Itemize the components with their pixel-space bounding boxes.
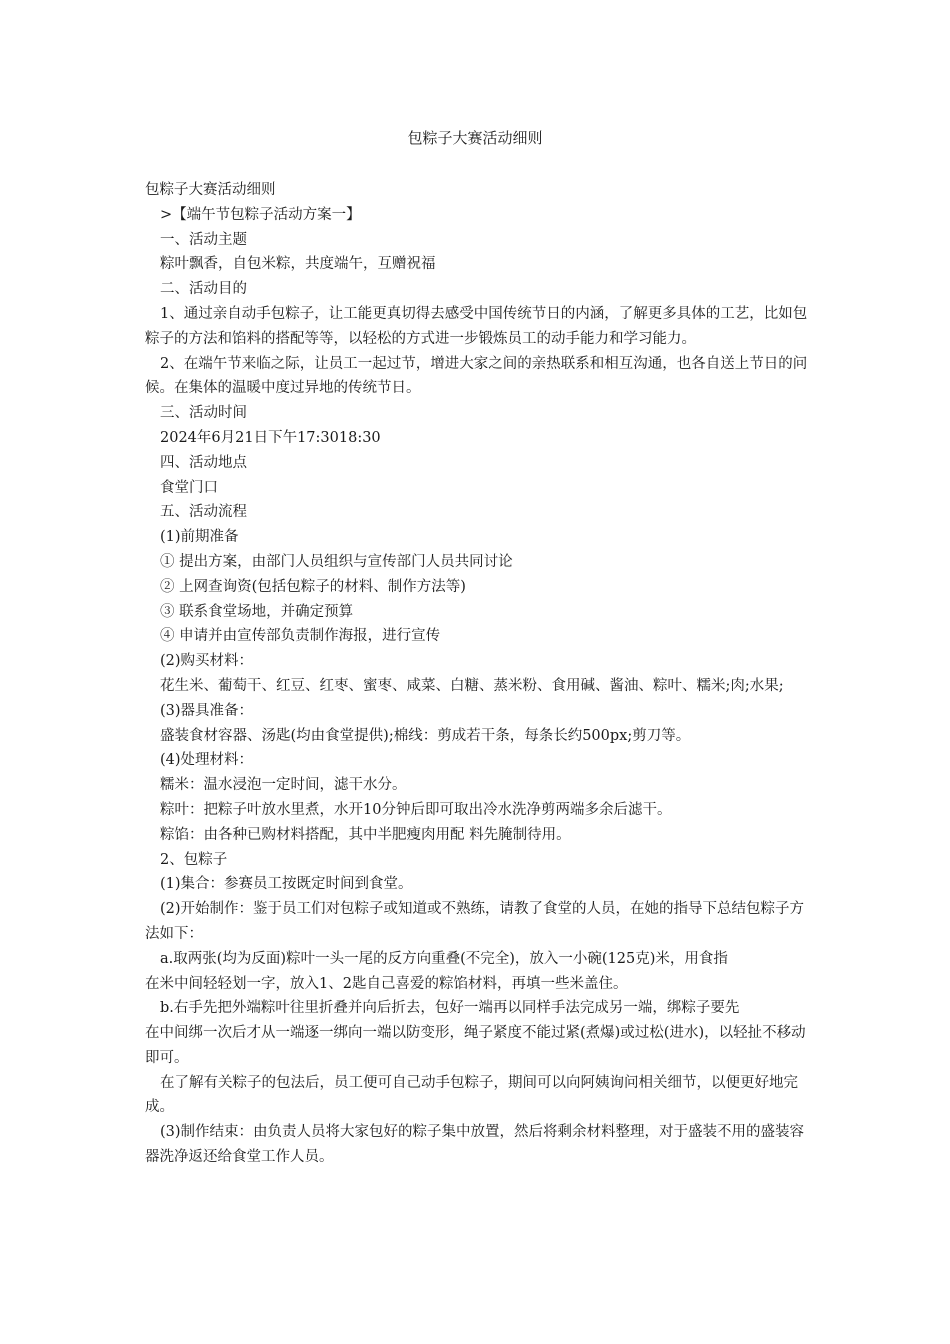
time-text: 2024年6月21日下午17:3018:30 bbox=[160, 429, 381, 446]
subheading-materials: (2)购买材料： bbox=[160, 653, 254, 670]
wrapping-end: (3)制作结束：由负责人员将大家包好的粽子集中放置，然后将剩余材料整理，对于盛装不用的盛装容器洗净返还给食堂工作人员。 bbox=[145, 1124, 805, 1166]
body-heading: 包粽子大赛活动细则 bbox=[145, 182, 276, 198]
wrapping-gather: (1)集合：参赛员工按既定时间到食堂。 bbox=[160, 876, 413, 893]
preparation-step-2: ② 上网查询资(包括包粽子的材料、制作方法等) bbox=[160, 578, 466, 595]
section-heading-purpose: 二、活动目的 bbox=[160, 281, 247, 298]
section-heading-time: 三、活动时间 bbox=[160, 405, 247, 422]
location-text: 食堂门口 bbox=[160, 479, 218, 496]
tools-text: 盛装食材容器、汤匙(均由食堂提供);棉线：剪成若干条，每条长约500px;剪刀等。 bbox=[160, 727, 691, 744]
document-body bbox=[145, 178, 810, 1170]
subheading-processing: (4)处理材料： bbox=[160, 752, 254, 769]
section-heading-process: 五、活动流程 bbox=[160, 504, 247, 521]
processing-rice: 糯米：温水浸泡一定时间，滤干水分。 bbox=[160, 777, 407, 794]
subheading-tools: (3)器具准备： bbox=[160, 702, 254, 719]
wrapping-step-a-line-2: 在米中间轻轻划一字，放入1、2匙自己喜爱的粽馅材料，再填一些米盖住。 bbox=[145, 975, 628, 992]
processing-leaves: 粽叶：把粽子叶放水里煮，水开10分钟后即可取出冷水洗净剪两端多余后滤干。 bbox=[160, 801, 672, 818]
section-heading-theme: 一、活动主题 bbox=[160, 231, 247, 248]
wrapping-practice: 在了解有关粽子的包法后，员工便可自己动手包粽子，期间可以向阿姨询问相关细节，以便更好地完成。 bbox=[145, 1074, 798, 1116]
preparation-step-3: ③ 联系食堂场地，并确定预算 bbox=[160, 603, 354, 620]
preparation-step-1: ① 提出方案，由部门人员组织与宣传部门人员共同讨论 bbox=[160, 553, 513, 570]
materials-text: 花生米、葡萄干、红豆、红枣、蜜枣、咸菜、白糖、蒸米粉、食用碱、酱油、粽叶、糯米;肉;水果; bbox=[160, 677, 784, 694]
wrapping-step-b-line-2: 在中间绑一次后才从一端逐一绑向一端以防变形，绳子紧度不能过紧(煮爆)或过松(进水)，以轻扯不移动即可。 bbox=[145, 1025, 806, 1066]
wrapping-step-a-line-1: a.取两张(均为反面)粽叶一头一尾的反方向重叠(不完全)，放入一小碗(125克)米，用食指 bbox=[160, 950, 728, 967]
purpose-item-1: 1、通过亲自动手包粽子，让工能更真切得去感受中国传统节日的内涵，了解更多具体的工艺，比如包粽子的方法和馅料的搭配等等，以轻松的方式进一步锻炼员工的动手能力和学习能力。 bbox=[145, 305, 808, 347]
subheading-preparation: (1)前期准备 bbox=[160, 529, 239, 546]
theme-text: 粽叶飘香，自包米粽，共度端午，互赠祝福 bbox=[160, 256, 436, 273]
purpose-item-2: 2、在端午节来临之际，让员工一起过节，增进大家之间的亲热联系和相互沟通，也各自送上节日的问候。在集体的温暖中度过异地的传统节日。 bbox=[145, 355, 808, 397]
plan-heading: >【端午节包粽子活动方案一】 bbox=[160, 206, 361, 223]
page-title: 包粽子大赛活动细则 bbox=[407, 129, 543, 147]
section-heading-wrapping: 2、包粽子 bbox=[160, 851, 228, 868]
processing-filling: 粽馅：由各种已购材料搭配，其中半肥瘦肉用配 料先腌制待用。 bbox=[160, 826, 571, 843]
wrapping-start: (2)开始制作：鉴于员工们对包粽子或知道或不熟练，请教了食堂的人员，在她的指导下总结包粽子方法如下： bbox=[145, 901, 805, 942]
preparation-step-4: ④ 申请并由宣传部负责制作海报，进行宣传 bbox=[160, 628, 441, 645]
section-heading-location: 四、活动地点 bbox=[160, 454, 247, 471]
wrapping-step-b-line-1: b.右手先把外端粽叶往里折叠并向后折去，包好一端再以同样手法完成另一端，绑粽子要先 bbox=[160, 1000, 740, 1017]
